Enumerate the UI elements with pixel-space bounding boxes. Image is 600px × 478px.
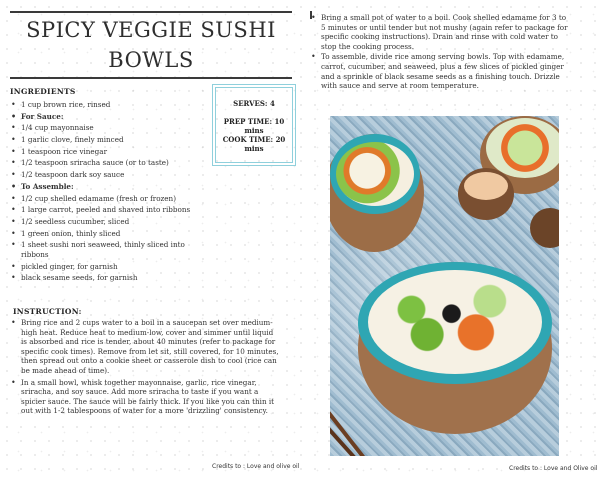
instruction-step: • Bring rice and 2 cups water to a boil in a saucepan set over medium-high heat. Reduce heat to medium-low, cover and simmer until liquid is absorbed and rice is tender, about 40 minutes (refer to package for specific cook times). Remove from let sit, still covered, for 10 minutes, then spread out onto a cookie sheet or casserole dish to cool (rice can be made ahead of time).	[10, 318, 280, 376]
credits-right: Credits to : Love and Olive oil	[509, 465, 598, 472]
ingredients-list	[10, 100, 208, 285]
ingredient-item: • black sesame seeds, for garnish	[10, 273, 208, 283]
title-bottom-rule	[10, 77, 292, 79]
ingredient-item: • 1/4 cup mayonnaise	[10, 123, 208, 133]
ingredient-item: • 1/2 teaspoon sriracha sauce (or to taste)	[10, 158, 208, 168]
instruction-step: • In a small bowl, whisk together mayonnaise, garlic, rice vinegar, sriracha, and soy sauce. Add more sriracha to taste if you want a spicier sauce. The sauce will be fairly thick. If you like you can thin it out with 1-2 tablespoons of water for a more 'drizzling' consistency.	[10, 378, 280, 416]
ingredient-item: • 1/2 cup shelled edamame (fresh or frozen)	[10, 194, 208, 204]
ingredient-item: • 1/2 teaspoon dark soy sauce	[10, 170, 208, 180]
title-top-rule	[10, 11, 292, 13]
sauce	[464, 172, 508, 200]
recipe-title: SPICY VEGGIE SUSHI BOWLS	[26, 18, 276, 72]
steps-list	[310, 13, 568, 92]
info-box	[212, 84, 296, 166]
ingredient-item: • 1 cup brown rice, rinsed	[10, 100, 208, 110]
ingredient-item: • 1 garlic clove, finely minced	[10, 135, 208, 145]
credits-left: Credits to : Love and olive oil	[212, 463, 300, 470]
bowl-main-food	[368, 270, 542, 374]
instruction-list	[10, 318, 280, 418]
soy-dish	[530, 208, 559, 248]
info-box-inner	[215, 87, 293, 163]
cook-time-label: COOK TIME: 20 mins	[222, 135, 286, 153]
ingredient-item: • 1 teaspoon rice vinegar	[10, 147, 208, 157]
sushi-bowl-photo	[330, 116, 559, 456]
instruction-heading: INSTRUCTION:	[13, 307, 82, 316]
prep-time-label: PREP TIME: 10 mins	[223, 117, 285, 135]
instruction-step: • Bring a small pot of water to a boil. Cook shelled edamame for 3 to 5 minutes or until tender but not mushy (again refer to package for specific cooking instructions). Drain and rinse with cold water to stop the cooking process.	[310, 13, 568, 51]
ingredients-heading: INGREDIENTS	[10, 87, 76, 96]
ingredient-item: • 1/2 seedless cucumber, sliced	[10, 217, 208, 227]
bowl-back-right-food	[486, 118, 559, 178]
ingredients-subheading: • For Sauce:	[10, 112, 208, 122]
serves-label: SERVES: 4	[233, 99, 275, 108]
ingredient-item: • 1 large carrot, peeled and shaved into ribbons	[10, 205, 208, 215]
ingredient-item: • pickled ginger, for garnish	[10, 262, 208, 272]
ingredient-item: • 1 sheet sushi nori seaweed, thinly sliced into ribbons	[10, 240, 208, 259]
instruction-step: • To assemble, divide rice among serving bowls. Top with edamame, carrot, cucumber, and seaweed, plus a few slices of pickled ginger and a sprinkle of black sesame seeds as a finishing touch. Drizzle with sauce and serve at room temperature.	[310, 52, 568, 90]
ingredient-item: • 1 green onion, thinly sliced	[10, 229, 208, 239]
ingredients-subheading: • To Assemble:	[10, 182, 208, 192]
bowl-back-left-food	[336, 142, 414, 206]
